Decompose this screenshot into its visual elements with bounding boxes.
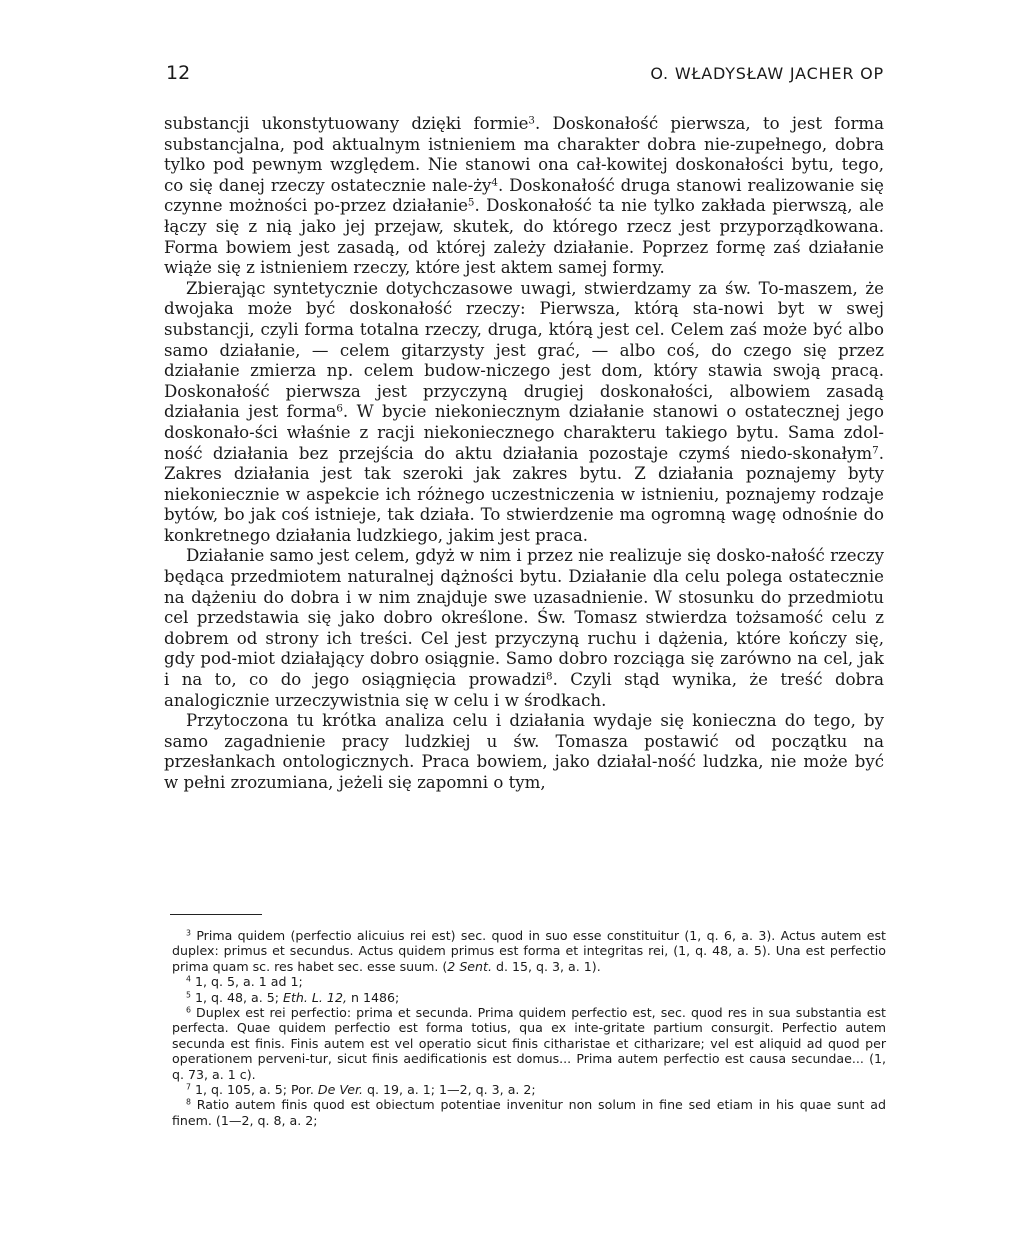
footnote-text: 1, q. 5, a. 1 ad 1; bbox=[194, 974, 303, 990]
footnote-text: Ratio autem finis quod est obiectum potentiae invenitur non solum in fine sed etiam in his quae sunt ad finem. (1—2, q. 8, a. 2; bbox=[172, 1097, 886, 1128]
footnote-mark: 8 bbox=[186, 1098, 191, 1108]
footnote-ref-6[interactable]: 6 bbox=[336, 402, 343, 415]
text-span: . Doskonałość pierwsza, to jest forma substancjalna, pod aktualnym istnieniem ma charakter dobra nie-zupełnego, dobra tylko pod pewnym względem. Nie stanowi ona cał-kowitej doskonałości bytu, tego, co się danej rzeczy ostatecznie nale-ży bbox=[164, 114, 884, 195]
footnote-5 bbox=[172, 990, 886, 1005]
footnote-text: 1, q. 48, a. 5; bbox=[194, 989, 284, 1005]
text-span: Zbierając syntetycznie dotychczasowe uwagi, stwierdzamy za św. To-maszem, że dwojaka może być doskonałość rzeczy: Pierwsza, którą sta-nowi byt w swej substancji, czyli forma totalna rzeczy, druga, którą jest cel. Celem zaś może być albo samo działanie, — celem gitarzysty jest grać, — albo coś, do czego się przez działanie zmierza np. celem budow-niczego jest dom, który stawia swoją pracą. Doskonałość pierwsza jest przyczyną drugiej doskonałości, albowiem zasadą działania jest forma bbox=[164, 278, 884, 422]
footnote-text: 1, q. 105, a. 5; Por. bbox=[194, 1082, 318, 1098]
footnote-8 bbox=[172, 1097, 886, 1128]
text-span: . Czyli stąd wynika, że treść dobra analogicznie urzeczywistnia się w celu i w środkach. bbox=[164, 670, 885, 710]
footnote-source: De Ver. bbox=[317, 1082, 364, 1098]
footnote-text: n 1486; bbox=[346, 989, 400, 1005]
text-span: substancji ukonstytuowany dzięki formie bbox=[164, 114, 529, 133]
text-span: . Doskonałość druga stanowi realizowanie się czynne możności po-przez działanie bbox=[164, 175, 884, 216]
paragraph-4: Przytoczona tu krótka analiza celu i działania wydaje się konieczna do tego, by samo zagadnienie pracy ludzkiej u św. Tomasza postawić od początku na przesłankach ontologicznych. Praca bowiem, jako działal-ność ludzka, nie może być w pełni zrozumiana, jeżeli się zapomni o tym, bbox=[164, 711, 884, 792]
footnote-ref-3[interactable]: 3 bbox=[528, 114, 535, 127]
footnote-text: q. 19, a. 1; 1—2, q. 3, a. 2; bbox=[363, 1082, 536, 1098]
running-head: O. WŁADYSŁAW JACHER OP bbox=[650, 64, 884, 83]
footnote-mark: 7 bbox=[186, 1082, 191, 1092]
footnote-ref-5[interactable]: 5 bbox=[467, 196, 475, 209]
footnotes bbox=[172, 928, 886, 1128]
footnote-4 bbox=[172, 974, 886, 989]
paragraph-3 bbox=[164, 546, 884, 711]
text-span: . Zakres działania jest tak szeroki jak zakres bytu. Z działania poznajemy byty niekoniecznie w aspekcie ich różnego uczestniczenia w istnieniu, poznajemy rodzaje bytów, bo jak coś istnieje, tak działa. To stwierdzenie ma ogromną wagę odnośnie do konkretnego działania ludzkiego, jakim jest praca. bbox=[164, 443, 884, 545]
text-span: Działanie samo jest celem, gdyż w nim i przez nie realizuje się dosko-nałość rzeczy będąca przedmiotem naturalnej dążności bytu. Działanie dla celu polega ostatecznie na dążeniu do dobra i w nim znajduje swe uzasadnienie. W stosunku do przedmiotu cel przedstawia się jako dobro określone. Św. Tomasz stwierdza tożsamość celu z dobrem od strony ich treści. Cel jest przyczyną ruchu i dążenia, które kończy się, gdy pod-miot działający dobro osiągnie. Samo dobro rozciąga się zarówno na cel, jak i na to, co do jego osiągnięcia prowadzi bbox=[164, 546, 884, 690]
footnote-source: Eth. L. 12, bbox=[283, 989, 347, 1005]
footnote-mark: 6 bbox=[186, 1005, 191, 1015]
page-number: 12 bbox=[166, 62, 191, 84]
footnote-separator bbox=[170, 914, 262, 915]
paragraph-2 bbox=[164, 279, 884, 547]
footnote-text: Duplex est rei perfectio: prima et secunda. Prima quidem perfectio est, sec. quod res in sua substantia est perfecta. Quae quidem perfectio est forma totius, qua ex inte-gritate partium consurgit. Perfectio autem secunda est finis. Finis autem est vel operatio sicut finis citharistae et citharizare; vel est aliquid ad quod per operationem perveni-tur, sicut finis aedificationis est domus... Prima autem perfectio est causa secundae... (1, q. 73, a. 1 c). bbox=[172, 1005, 886, 1082]
footnote-mark: 5 bbox=[186, 990, 191, 1000]
footnote-ref-8[interactable]: 8 bbox=[546, 670, 553, 683]
footnote-mark: 4 bbox=[186, 974, 191, 984]
footnote-text: Prima quidem (perfectio alicuius rei est) sec. quod in suo esse constituitur (1, q. 6, a. 3). Actus autem est duplex: primus et secundus. Actus quidem primus est forma et integritas rei, (1, q. 48, a. 5). Una est perfectio prima quam sc. res habet sec. esse suum. ( bbox=[172, 928, 886, 974]
footnote-6 bbox=[172, 1005, 886, 1082]
footnote-text: d. 15, q. 3, a. 1). bbox=[491, 958, 601, 974]
page-header bbox=[166, 62, 884, 92]
footnote-7 bbox=[172, 1082, 886, 1097]
footnote-ref-4[interactable]: 4 bbox=[491, 176, 498, 189]
text-span: . Doskonałość ta nie tylko zakłada pierwszą, ale łączy się z nią jako jej przejaw, skutek, do którego rzecz jest przyporządkowana. Forma bowiem jest zasadą, od której zależy działanie. Poprzez formę zaś działanie wiąże się z istnieniem rzeczy, które jest aktem samej formy. bbox=[164, 196, 884, 278]
paragraph-1 bbox=[164, 114, 884, 279]
footnote-3 bbox=[172, 928, 886, 974]
footnote-mark: 3 bbox=[186, 928, 191, 938]
footnote-source: 2 Sent. bbox=[447, 958, 492, 974]
footnote-ref-7[interactable]: 7 bbox=[872, 443, 879, 456]
text-span: . W bycie niekoniecznym działanie stanowi o ostatecznej jego doskonało-ści właśnie z racji niekoniecznego charakteru takiego bytu. Sama zdol-ność działania bez przejścia do aktu działania pozostaje czymś niedo-skonałym bbox=[164, 402, 884, 463]
main-text bbox=[164, 114, 884, 794]
